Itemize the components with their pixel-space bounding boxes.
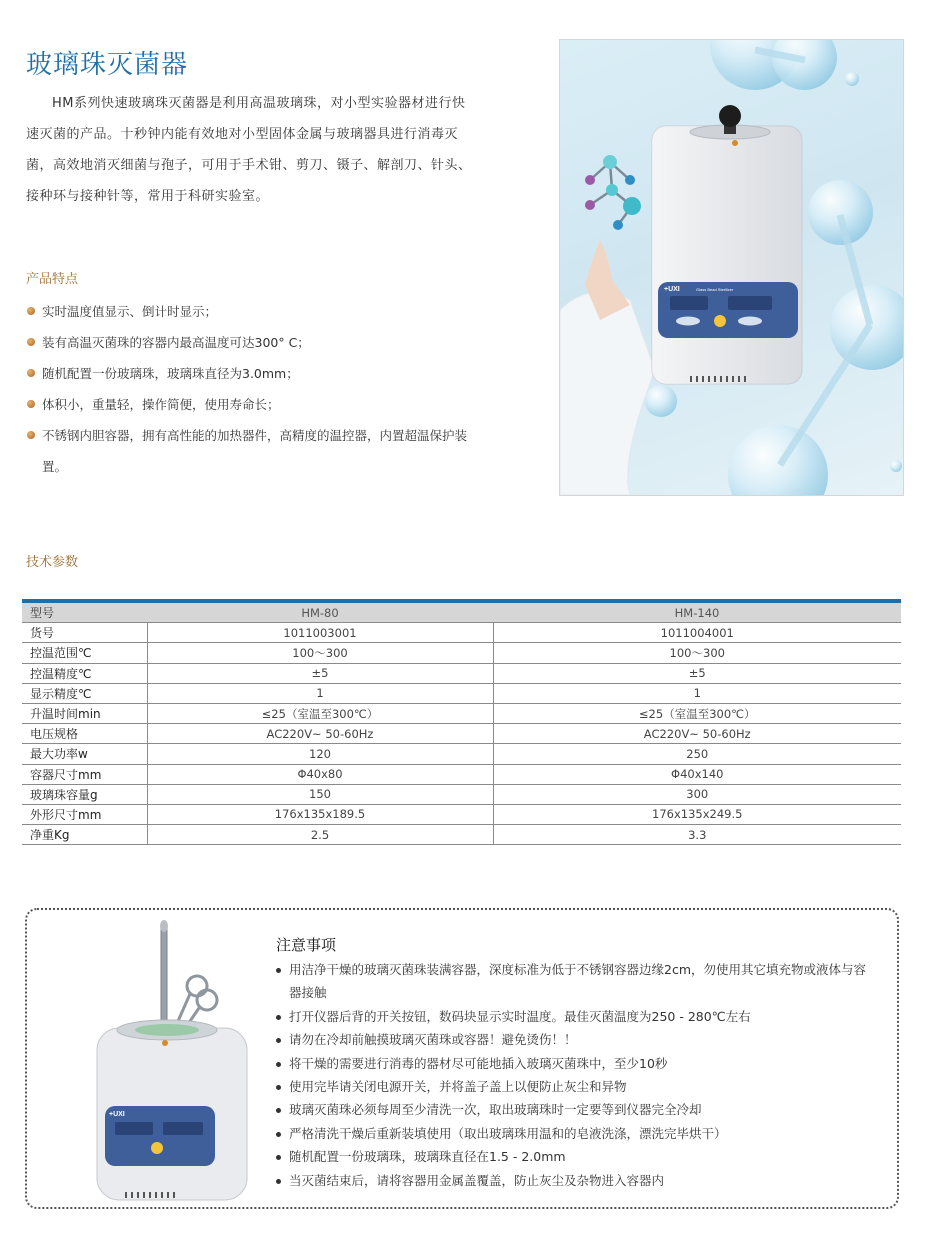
brand-logo: +UXI — [109, 1111, 125, 1118]
table-row: 最大功率w 120 250 — [22, 744, 901, 764]
feature-item: 体积小，重量轻，操作简便，使用寿命长； — [26, 389, 481, 420]
note-item: 用洁净干燥的玻璃灭菌珠装满容器，深度标准为低于不锈钢容器边缘2cm，勿使用其它填充物或液体与容器接触 — [276, 958, 866, 1005]
page-title: 玻璃珠灭菌器 — [26, 50, 189, 80]
features-list — [26, 296, 481, 482]
sterilizer-tools-illustration — [55, 916, 255, 1206]
bullet-icon — [27, 338, 35, 346]
bullet-icon — [27, 400, 35, 408]
feature-item: 装有高温灭菌珠的容器内最高温度可达300° C； — [26, 327, 481, 358]
feature-item: 随机配置一份玻璃珠，玻璃珠直径为3.0mm； — [26, 358, 481, 389]
note-item: 随机配置一份玻璃珠，玻璃珠直径在1.5 - 2.0mm — [276, 1145, 866, 1168]
brand-logo: +UXI — [664, 286, 680, 293]
product-hero-image — [559, 39, 904, 496]
note-item: 严格清洗干燥后重新装填使用（取出玻璃珠用温和的皂液洗涤，漂洗完毕烘干） — [276, 1122, 866, 1145]
note-item: 将干燥的需要进行消毒的器材尽可能地插入玻璃灭菌珠中，至少10秒 — [276, 1052, 866, 1075]
bullet-icon — [276, 1085, 281, 1090]
column-header: HM-140 — [493, 601, 901, 623]
table-header-row — [22, 601, 901, 623]
bullet-icon — [276, 1179, 281, 1184]
notes-list — [276, 958, 866, 1192]
table-row: 升温时间min ≤25（室温至300℃） ≤25（室温至300℃） — [22, 703, 901, 723]
specs-heading: 技术参数 — [26, 555, 79, 570]
bullet-icon — [276, 1108, 281, 1113]
table-row: 容器尺寸mm Φ40x80 Φ40x140 — [22, 764, 901, 784]
bullet-icon — [27, 369, 35, 377]
table-row: 控温范围℃ 100～300 100～300 — [22, 643, 901, 663]
bullet-icon — [276, 1132, 281, 1137]
note-item: 玻璃灭菌珠必须每周至少清洗一次，取出玻璃珠时一定要等到仪器完全冷却 — [276, 1098, 866, 1121]
table-row: 玻璃珠容量g 150 300 — [22, 784, 901, 804]
note-item: 使用完毕请关闭电源开关，并将盖子盖上以便防止灰尘和异物 — [276, 1075, 866, 1098]
note-item: 打开仪器后背的开关按钮，数码块显示实时温度。最佳灭菌温度为250 - 280℃左右 — [276, 1005, 866, 1028]
bullet-icon — [276, 1155, 281, 1160]
bullet-icon — [276, 1062, 281, 1067]
product-illustration — [560, 40, 903, 495]
column-header: 型号 — [22, 601, 147, 623]
table-row: 外形尺寸mm 176x135x189.5 176x135x249.5 — [22, 804, 901, 824]
note-item: 请勿在冷却前触摸玻璃灭菌珠或容器！避免烫伤！！ — [276, 1028, 866, 1051]
bullet-icon — [27, 307, 35, 315]
bullet-icon — [276, 968, 281, 973]
bullet-icon — [276, 1015, 281, 1020]
bullet-icon — [276, 1038, 281, 1043]
notes-title: 注意事项 — [276, 936, 337, 954]
feature-item: 不锈钢内胆容器，拥有高性能的加热器件，高精度的温控器，内置超温保护装置。 — [26, 420, 481, 482]
note-item: 当灭菌结束后，请将容器用金属盖覆盖，防止灰尘及杂物进入容器内 — [276, 1169, 866, 1192]
table-row: 电压规格 AC220V~ 50-60Hz AC220V~ 50-60Hz — [22, 724, 901, 744]
table-row: 净重Kg 2.5 3.3 — [22, 825, 901, 845]
features-heading: 产品特点 — [26, 272, 79, 287]
specs-table — [22, 599, 901, 845]
column-header: HM-80 — [147, 601, 493, 623]
intro-paragraph: HM系列快速玻璃珠灭菌器是利用高温玻璃珠，对小型实验器材进行快速灭菌的产品。十秒钟内能有效地对小型固体金属与玻璃器具进行消毒灭菌，高效地消灭细菌与孢子，可用于手术钳、剪刀、镊子、解剖刀、针头、接种环与接种针等，常用于科研实验室。 — [26, 96, 472, 204]
table-row: 显示精度℃ 1 1 — [22, 683, 901, 703]
feature-item: 实时温度值显示、倒计时显示； — [26, 296, 481, 327]
panel-label: Glass Bead Sterilizer — [696, 287, 734, 292]
bullet-icon — [27, 431, 35, 439]
table-row: 货号 1011003001 1011004001 — [22, 623, 901, 643]
table-row: 控温精度℃ ±5 ±5 — [22, 663, 901, 683]
